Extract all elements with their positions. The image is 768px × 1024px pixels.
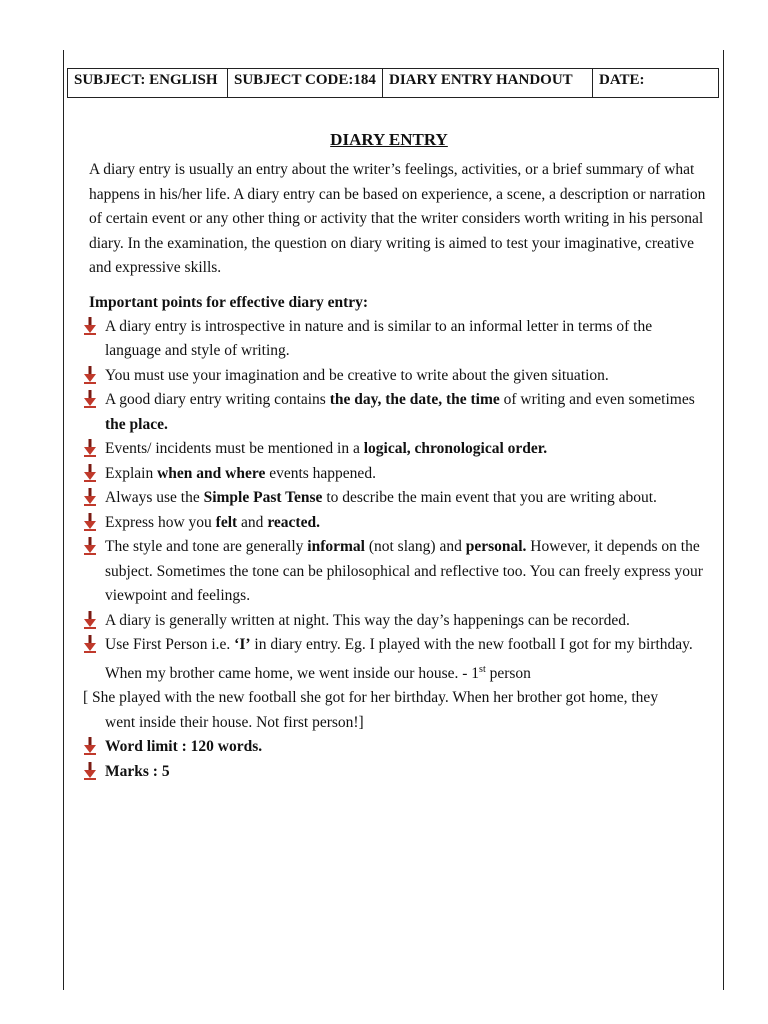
list-item (89, 388, 709, 437)
point-emphasis: informal (307, 538, 365, 555)
marks: Marks : 5 (105, 762, 170, 780)
list-item (89, 462, 709, 487)
page-border-right (723, 50, 724, 990)
point-emphasis: when and where (157, 464, 266, 482)
down-arrow-bullet-icon (83, 315, 97, 337)
point-emphasis: logical, chronological order. (363, 440, 548, 457)
down-arrow-bullet-icon (83, 486, 97, 508)
note-line: went inside their house. Not first person!] (105, 713, 364, 731)
header-handout: DIARY ENTRY HANDOUT (383, 69, 593, 97)
point-text: You must use your imagination and be creative to write about the given situation. (105, 366, 609, 384)
header-subject: SUBJECT: ENGLISH (68, 69, 228, 97)
point-text: A diary entry is introspective in nature and is similar to an informal letter in terms of the language and style of writing. (105, 317, 653, 359)
header-table (67, 68, 719, 98)
point-emphasis: Simple Past Tense (203, 489, 323, 506)
point-text: Use First Person i.e. (105, 636, 235, 653)
point-text: Events/ incidents must be mentioned in a (105, 440, 364, 457)
point-text: A diary is generally written at night. This way the day’s happenings can be recorded. (105, 611, 630, 629)
list-item (89, 364, 709, 389)
point-text: and (237, 513, 268, 531)
list-item (89, 760, 709, 785)
down-arrow-bullet-icon (83, 609, 97, 631)
points-heading: Important points for effective diary entry: (89, 293, 369, 311)
point-text: events happened. (265, 464, 376, 482)
point-text: (not slang) and (364, 538, 466, 555)
superscript: st (479, 663, 486, 675)
list-item (89, 535, 709, 609)
point-text: A good diary entry writing contains (105, 391, 330, 408)
list-item (89, 315, 709, 364)
list-item (89, 609, 709, 634)
summary-list (89, 735, 709, 784)
point-emphasis: felt (215, 513, 238, 531)
point-text: of writing and even sometimes (499, 391, 695, 408)
list-item (89, 735, 709, 760)
header-date: DATE: (599, 72, 645, 88)
page-title: DIARY ENTRY (330, 130, 448, 149)
point-text: Explain (105, 464, 158, 482)
down-arrow-bullet-icon (83, 462, 97, 484)
list-item (89, 486, 709, 511)
point-text: However, it depends on the subject. Sometimes the tone can be philosophical and reflective too. You can freely express your viewpoint and feelings. (105, 538, 703, 604)
down-arrow-bullet-icon (83, 437, 97, 459)
point-text: Always use the (105, 489, 204, 506)
down-arrow-bullet-icon (83, 511, 97, 533)
down-arrow-bullet-icon (83, 535, 97, 557)
point-text: person (485, 664, 531, 682)
point-emphasis: the day, the date, the time (329, 391, 500, 408)
example-note (83, 686, 709, 735)
point-emphasis: the place. (105, 415, 168, 433)
note-line: [ She played with the new football she got for her birthday. When her brother got home, they (83, 689, 659, 707)
points-list (89, 315, 709, 687)
word-limit: Word limit : 120 words. (105, 738, 263, 756)
point-text: The style and tone are generally (105, 538, 308, 555)
down-arrow-bullet-icon (83, 388, 97, 410)
down-arrow-bullet-icon (83, 364, 97, 386)
handout-content (83, 130, 709, 784)
point-emphasis: reacted. (267, 513, 320, 531)
list-item (89, 437, 709, 462)
point-text: in diary entry. Eg. I played with the new football I got for my birthday. When my brother came home, we went inside our house. - 1 (105, 636, 693, 682)
point-text: to describe the main event that you are writing about. (322, 489, 657, 506)
list-item (89, 633, 709, 686)
down-arrow-bullet-icon (83, 735, 97, 757)
down-arrow-bullet-icon (83, 633, 97, 655)
intro-paragraph: A diary entry is usually an entry about the writer’s feelings, activities, or a brief summary of what happens in his/her life. A diary entry can be based on experience, a scene, a description or narration of certain event or any other thing or activity that the writer considers worth writing in his personal diary. In the examination, the question on diary writing is aimed to test your imaginative, creative and expressive skills. (89, 161, 706, 276)
point-emphasis: personal. (465, 538, 527, 555)
point-text: Express how you (105, 513, 216, 531)
point-emphasis: ‘I’ (234, 636, 251, 653)
down-arrow-bullet-icon (83, 760, 97, 782)
header-subject-code: SUBJECT CODE:184 (228, 69, 383, 97)
list-item (89, 511, 709, 536)
page-border-left (63, 50, 64, 990)
